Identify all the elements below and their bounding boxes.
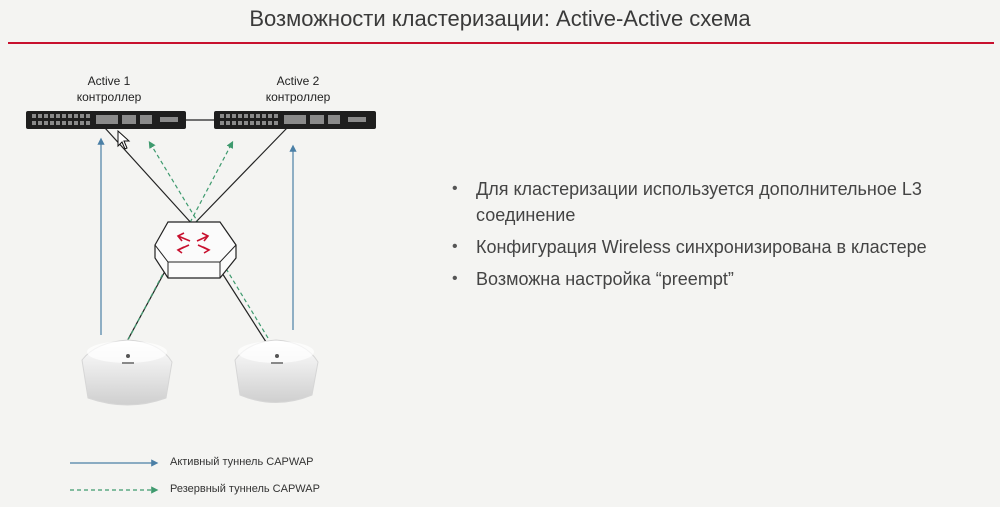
access-point-1-icon [82,340,172,405]
mouse-cursor-icon [118,131,129,149]
controller-1-switch-icon [26,111,186,129]
bullet-item [452,234,997,260]
bullet-item [452,266,997,292]
controller-2-switch-icon [214,111,376,129]
bullet-dot-icon: • [452,180,458,197]
bullet-text: Для кластеризации используется дополнительное L3 соединение [476,179,922,225]
legend-lines [70,463,156,490]
slide-title: Возможности кластеризации: Active-Active схема [249,6,751,31]
controller-2-type: контроллер [265,90,331,104]
access-point-2-icon [235,340,318,403]
controller-1-type: контроллер [76,90,142,104]
bullet-dot-icon: • [452,270,458,287]
legend-active-label: Активный туннель CAPWAP [170,456,314,468]
router-icon [155,222,236,278]
bullet-list [452,176,997,298]
bullet-text: Конфигурация Wireless синхронизирована в кластере [476,237,927,257]
controller-1-name: Active 1 [87,74,131,88]
bullet-text: Возможна настройка “preempt” [476,269,734,289]
bullet-dot-icon: • [452,238,458,255]
legend-backup-label: Резервный туннель CAPWAP [170,483,320,495]
controller-2-name: Active 2 [276,74,320,88]
bullet-item [452,176,997,228]
link-ctrl2-router [193,128,287,225]
